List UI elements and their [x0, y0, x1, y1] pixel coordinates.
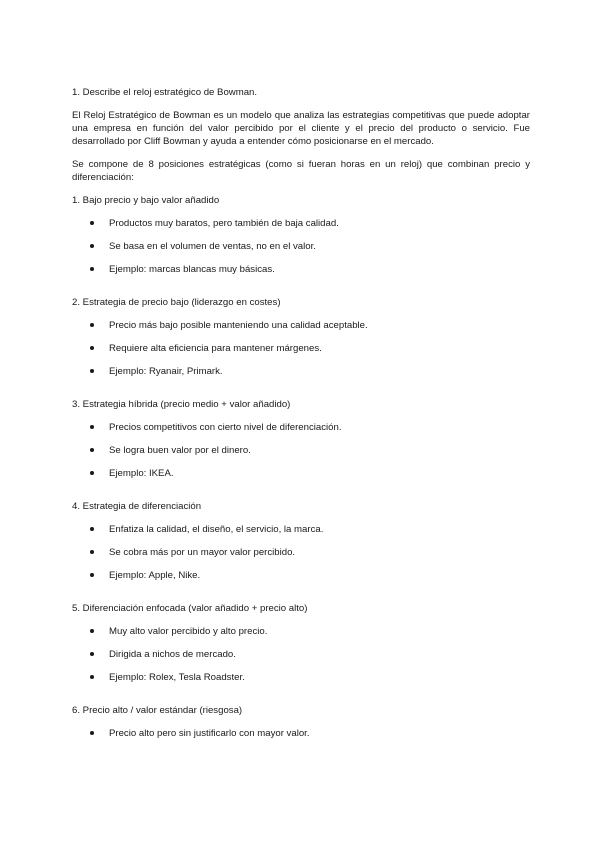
section-title: 2. Estrategia de precio bajo (liderazgo en costes) [72, 297, 281, 308]
bullet-list [72, 727, 530, 740]
bullet-icon [90, 221, 94, 225]
section-title: 1. Bajo precio y bajo valor añadido [72, 195, 220, 206]
bullet-icon [90, 323, 94, 327]
list-item: Ejemplo: Rolex, Tesla Roadster. [72, 671, 530, 684]
list-item: Muy alto valor percibido y alto precio. [72, 625, 530, 638]
bullet-icon [90, 471, 94, 475]
section-title: 5. Diferenciación enfocada (valor añadido + precio alto) [72, 603, 308, 614]
bullet-list [72, 319, 530, 378]
list-item: Se basa en el volumen de ventas, no en el valor. [72, 240, 530, 253]
section-title: 4. Estrategia de diferenciación [72, 501, 202, 512]
bullet-icon [90, 346, 94, 350]
list-item: Precio alto pero sin justificarlo con mayor valor. [72, 727, 530, 740]
list-item: Ejemplo: IKEA. [72, 467, 530, 480]
list-item: Ejemplo: Apple, Nike. [72, 569, 530, 582]
bullet-icon [90, 425, 94, 429]
bullet-icon [90, 267, 94, 271]
list-item: Se logra buen valor por el dinero. [72, 444, 530, 457]
intro-paragraph: El Reloj Estratégico de Bowman es un modelo que analiza las estrategias competitivas que puede adoptar una empresa en función del valor percibido por el cliente y el precio del producto o servicio. Fue desarrollado por Cliff Bowman y ayuda a entender cómo posicionarse en el mercado. [72, 110, 530, 147]
section-4 [72, 500, 530, 582]
bullet-icon [90, 448, 94, 452]
question-heading: 1. Describe el reloj estratégico de Bowman. [72, 87, 258, 98]
bullet-icon [90, 550, 94, 554]
list-item: Productos muy baratos, pero también de baja calidad. [72, 217, 530, 230]
list-item: Se cobra más por un mayor valor percibido. [72, 546, 530, 559]
section-2 [72, 296, 530, 378]
section-5 [72, 602, 530, 684]
bullet-icon [90, 629, 94, 633]
bullet-icon [90, 244, 94, 248]
section-1 [72, 194, 530, 276]
document-page [72, 86, 530, 760]
bullet-icon [90, 527, 94, 531]
section-6 [72, 704, 530, 740]
list-item: Ejemplo: Ryanair, Primark. [72, 365, 530, 378]
section-title: 3. Estrategia híbrida (precio medio + valor añadido) [72, 399, 291, 410]
bullet-icon [90, 369, 94, 373]
list-item: Precio más bajo posible manteniendo una calidad aceptable. [72, 319, 530, 332]
section-3 [72, 398, 530, 480]
bullet-icon [90, 675, 94, 679]
section-title: 6. Precio alto / valor estándar (riesgosa) [72, 705, 243, 716]
list-item: Precios competitivos con cierto nivel de diferenciación. [72, 421, 530, 434]
list-item: Enfatiza la calidad, el diseño, el servicio, la marca. [72, 523, 530, 536]
composition-paragraph: Se compone de 8 posiciones estratégicas (como si fueran horas en un reloj) que combinan precio y diferenciación: [72, 159, 530, 183]
bullet-icon [90, 573, 94, 577]
bullet-list [72, 523, 530, 582]
bullet-list [72, 421, 530, 480]
list-item: Dirigida a nichos de mercado. [72, 648, 530, 661]
bullet-icon [90, 652, 94, 656]
bullet-list [72, 625, 530, 684]
bullet-icon [90, 731, 94, 735]
list-item: Requiere alta eficiencia para mantener márgenes. [72, 342, 530, 355]
list-item: Ejemplo: marcas blancas muy básicas. [72, 263, 530, 276]
bullet-list [72, 217, 530, 276]
